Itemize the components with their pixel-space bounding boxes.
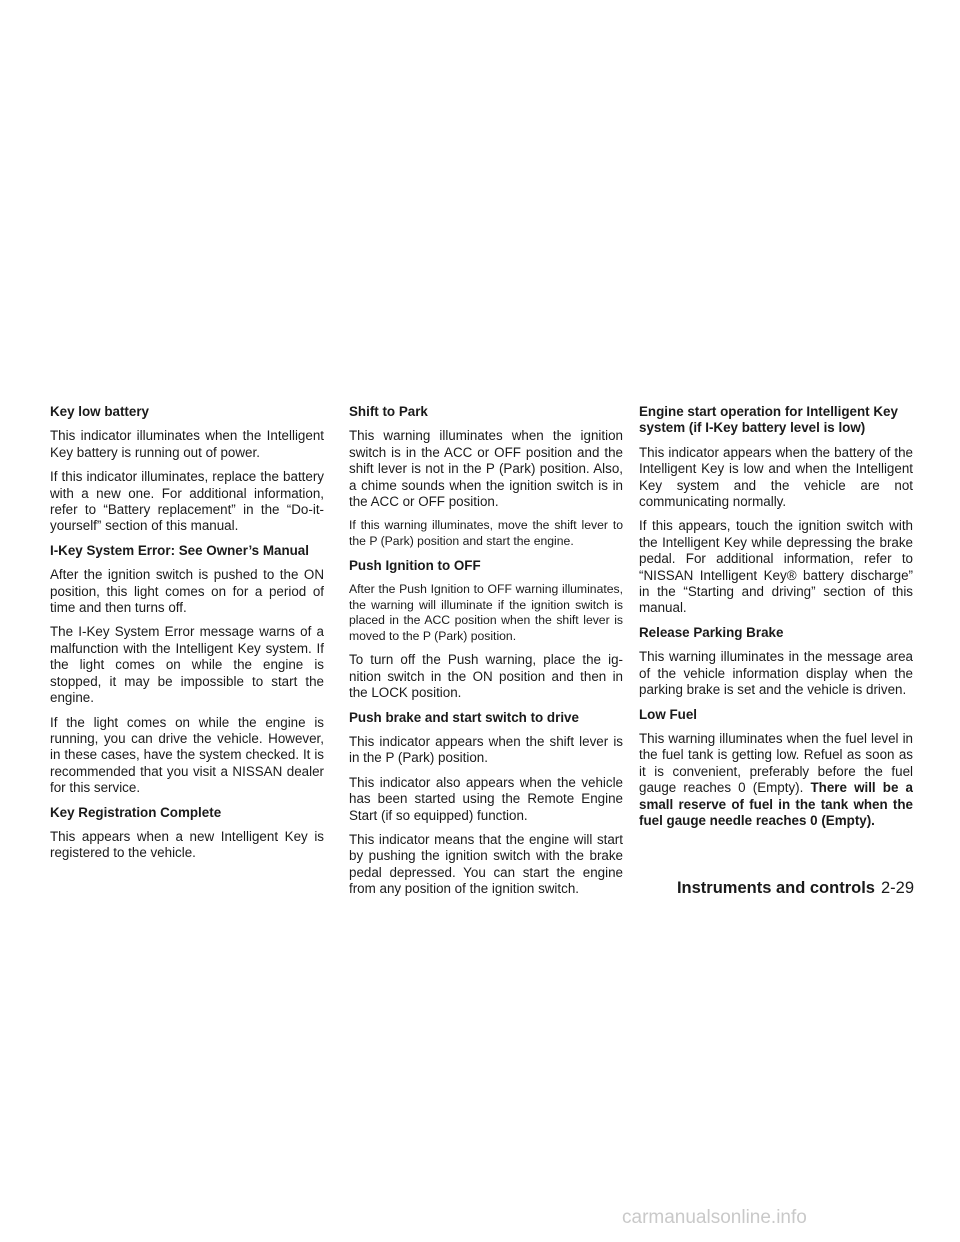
body-paragraph: This appears when a new Intelligent Key is registered to the vehicle. (50, 828, 324, 861)
section-heading: Key Registration Complete (50, 804, 222, 820)
body-paragraph: The I-Key System Error message warns of a malfunction with the Intelligent Key system. If the light comes on while the engine is stopped, it may be impossible to start the engine. (50, 624, 324, 706)
body-paragraph: To turn off the Push warning, place the ignition switch in the ON position and then in the LOCK position. (349, 652, 623, 701)
body-paragraph: This indicator appears when the shift lever is in the P (Park) position. (349, 734, 623, 766)
column-middle (349, 404, 623, 906)
section-heading: Engine start operation for Intelligent Key system (if I-Key battery level is low) (639, 404, 898, 436)
section-heading: Low Fuel (639, 706, 698, 722)
section-heading: Release Parking Brake (639, 624, 784, 640)
body-paragraph: If this appears, touch the ignition switch with the Intelligent Key while depressing the brake pedal. For additional information, refer to “NISSAN Intelligent Key® battery discharge” in the “Starting and driving” section of this manual. (639, 518, 913, 616)
section-heading: Shift to Park (349, 404, 428, 419)
footer-section-title: Instruments and controls (676, 879, 875, 897)
body-paragraph: After the ignition switch is pushed to the ON position, this light comes on for a period of time and then turns off. (50, 567, 324, 616)
body-paragraph: This warning illuminates when the ignition switch is in the ACC or OFF position and the shift lever is not in the P (Park) position. Also, a chime sounds when the ignition switch is in the ACC or OFF position. (349, 428, 623, 510)
body-paragraph (639, 731, 913, 829)
emphasized-warning-text: There will be a small reserve of fuel in the tank when the fuel gauge needle reaches 0 (Empty). (639, 780, 913, 828)
page-footer (677, 878, 914, 898)
body-paragraph: If the light comes on while the engine is running, you can drive the vehicle. However, in these cases, have the system checked. It is recommended that you visit a NISSAN dealer for this service. (50, 714, 324, 796)
page-number: 2-29 (880, 879, 914, 897)
body-paragraph: This indicator appears when the battery of the Intelligent Key is low and when the Intelligent Key system and the vehicle are not communicating normally. (639, 444, 913, 510)
body-paragraph: If this warning illuminates, move the shift lever to the P (Park) position and start the engine. (349, 518, 623, 549)
body-paragraph: This warning illuminates in the message area of the vehicle information display when the parking brake is set and the vehicle is driven. (639, 649, 913, 698)
watermark-text: carmanualsonline.info (622, 1207, 807, 1228)
column-left (50, 404, 324, 870)
column-right (639, 404, 913, 837)
body-paragraph: This indicator also appears when the vehicle has been started using the Remote Engine Start (if so equipped) function. (349, 774, 623, 823)
body-paragraph: If this indicator illuminates, replace the battery with a new one. For additional information, refer to “Battery replacement” in the “Do-it-yourself” section of this manual. (50, 469, 324, 534)
body-paragraph: This indicator means that the engine will start by pushing the ignition switch with the brake pedal depressed. You can start the engine from any position of the ignition switch. (349, 832, 623, 897)
section-heading: Key low battery (50, 404, 149, 419)
body-paragraph: This indicator illuminates when the Intelligent Key battery is running out of power. (50, 428, 324, 460)
paragraph-text: This warning illuminates when the fuel level in the fuel tank is getting low. Refuel as soon as it is convenient, preferably before the fuel gauge reaches 0 (Empty). (639, 730, 913, 796)
section-heading: Push brake and start switch to drive (349, 709, 579, 725)
body-paragraph: After the Push Ignition to OFF warning illuminates, the warning will illuminate if the ignition switch is placed in the ACC position when the shift lever is moved to the P (Park) position. (349, 582, 623, 643)
section-heading: Push Ignition to OFF (349, 557, 481, 573)
section-heading: I-Key System Error: See Owner’s Manual (50, 542, 309, 558)
